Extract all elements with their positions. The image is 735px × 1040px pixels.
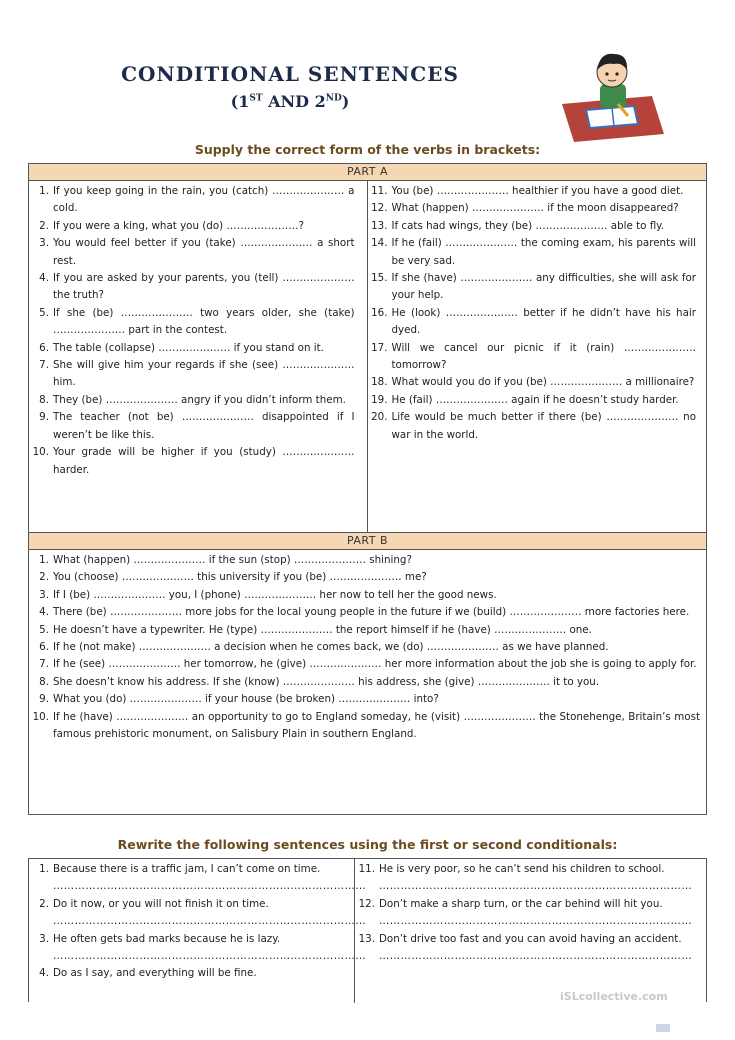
item-text: Do as I say, and everything will be fine. <box>53 967 257 980</box>
item-number: 7. <box>39 359 49 372</box>
item-number: 20. <box>371 411 388 424</box>
part-b-box <box>28 533 707 815</box>
exercise-item <box>370 305 697 340</box>
exercise-item <box>31 340 355 357</box>
page-marker <box>656 1024 670 1032</box>
item-text: She will give him your regards if she (see) ………………… him. <box>53 359 355 389</box>
exercise-item <box>370 340 697 375</box>
item-number: 2. <box>39 571 49 584</box>
item-number: 19. <box>371 393 388 406</box>
item-number: 9. <box>39 411 49 424</box>
item-text: He (fail) ………………… again if he doesn’t study harder. <box>391 393 679 406</box>
exercise-item <box>370 235 697 270</box>
item-number: 3. <box>39 588 49 601</box>
item-number: 10. <box>32 446 49 459</box>
item-number: 11. <box>371 185 388 197</box>
exercise-item <box>370 270 697 305</box>
item-number: 10. <box>32 710 49 723</box>
item-text: If he (see) ………………… her tomorrow, he (give) ………………… her more information about the job she is going to apply for. <box>53 658 697 671</box>
rewrite-instruction: Rewrite the following sentences using the first or second conditionals: <box>117 837 618 852</box>
item-text: If she (be) ………………… two years older, she (take) ………………… part in the contest. <box>53 306 355 337</box>
item-number: 16. <box>371 306 388 319</box>
exercise-item <box>31 604 700 621</box>
item-number: 18. <box>371 376 388 389</box>
exercise-item <box>31 183 355 218</box>
exercise-item <box>31 709 700 744</box>
item-text: Don’t make a sharp turn, or the car behind will hit you. …………………………………………………………………………… <box>379 896 696 931</box>
exercise-item <box>31 270 355 305</box>
item-number: 5. <box>39 623 49 636</box>
exercise-item <box>31 622 700 639</box>
exercise-item <box>31 552 700 569</box>
exercise-item <box>357 931 696 966</box>
part-a-box <box>28 163 707 533</box>
item-text: The table (collapse) ………………… if you stand on it. <box>53 341 324 354</box>
item-number: 7. <box>39 658 49 671</box>
exercise-item <box>31 639 700 656</box>
exercise-item <box>357 861 696 896</box>
item-text: If he (not make) ………………… a decision when he comes back, we (do) ………………… as we have planned. <box>53 641 609 654</box>
item-number: 6. <box>39 641 49 654</box>
item-text: He doesn’t have a typewriter. He (type) ………………… the report himself if he (have) ………………… one. <box>53 623 592 636</box>
item-text: Do it now, or you will not finish it on time. …………………………………………………………………………… <box>53 896 366 931</box>
item-number: 13. <box>371 219 388 232</box>
exercise-item <box>31 218 355 235</box>
item-text: The teacher (not be) ………………… disappointed if I weren’t be like this. <box>53 411 355 441</box>
answer-line[interactable]: …………………………………………………………………………… <box>379 950 693 963</box>
item-text: He is very poor, so he can’t send his children to school. …………………………………………………………………………… <box>379 861 696 896</box>
item-number: 2. <box>39 897 49 910</box>
item-text: They (be) ………………… angry if you didn’t inform them. <box>53 393 346 406</box>
exercise-item <box>31 305 355 340</box>
part-a-left-column <box>29 181 368 533</box>
item-number: 8. <box>39 675 49 688</box>
item-text: What you (do) ………………… if your house (be broken) ………………… into? <box>53 693 439 706</box>
item-text: Don’t drive too fast and you can avoid having an accident. …………………………………………………………………………… <box>379 931 696 966</box>
item-number: 4. <box>39 606 49 619</box>
item-number: 12. <box>358 897 375 910</box>
item-text: If I (be) ………………… you, I (phone) ………………… her now to tell her the good news. <box>53 588 497 601</box>
item-number: 13. <box>358 932 375 945</box>
item-text: If he (fail) ………………… the coming exam, his parents will be very sad. <box>391 237 696 267</box>
item-text: He often gets bad marks because he is lazy. …………………………………………………………………………… <box>53 931 366 966</box>
item-text: If you are asked by your parents, you (tell) ………………… the truth? <box>53 272 355 302</box>
page-title: CONDITIONAL SENTENCES <box>121 62 459 86</box>
exercise-item <box>370 218 697 235</box>
exercise-item <box>31 691 700 708</box>
exercise-item <box>31 357 355 392</box>
item-number: 3. <box>39 932 49 945</box>
item-text: What would you do if you (be) ………………… a millionaire? <box>391 376 695 389</box>
item-text: He (look) ………………… better if he didn’t have his hair dyed. <box>391 306 696 337</box>
exercise-item <box>370 183 697 200</box>
item-number: 5. <box>39 306 49 319</box>
item-text: If you keep going in the rain, you (catch) ………………… a cold. <box>53 185 355 215</box>
item-text: You would feel better if you (take) ………………… a short rest. <box>53 237 355 267</box>
answer-line[interactable]: …………………………………………………………………………… <box>53 950 367 963</box>
exercise-item <box>31 587 700 604</box>
item-number: 17. <box>371 341 388 354</box>
item-number: 3. <box>39 237 49 250</box>
item-text: Will we cancel our picnic if it (rain) ………………… tomorrow? <box>391 341 696 372</box>
boy-writing-at-desk-icon <box>556 44 666 144</box>
rewrite-box <box>28 858 707 1002</box>
item-text: If you were a king, what you (do) …………………? <box>53 219 304 232</box>
item-text: You (be) ………………… healthier if you have a good diet. <box>391 185 684 197</box>
part-b-header: PART B <box>29 533 706 550</box>
item-number: 14. <box>371 237 388 250</box>
item-text: You (choose) ………………… this university if you (be) ………………… me? <box>53 571 427 584</box>
item-number: 9. <box>39 693 49 706</box>
exercise-item <box>370 374 697 391</box>
item-number: 1. <box>39 863 49 875</box>
item-number: 4. <box>39 272 49 285</box>
answer-line[interactable]: …………………………………………………………………………… <box>379 880 693 893</box>
exercise-item <box>31 392 355 409</box>
part-a-header: PART A <box>29 164 706 181</box>
exercise-item <box>31 674 700 691</box>
item-text: Because there is a traffic jam, I can’t come on time. …………………………………………………………………………… <box>53 861 366 896</box>
item-text: What (happen) ………………… if the sun (stop) ………………… shining? <box>53 554 412 566</box>
exercise-item <box>370 200 697 217</box>
item-text: If cats had wings, they (be) ………………… able to fly. <box>391 219 665 232</box>
item-number: 11. <box>358 863 375 875</box>
item-number: 2. <box>39 219 49 232</box>
exercise-item <box>31 569 700 586</box>
item-number: 8. <box>39 393 49 406</box>
item-number: 1. <box>39 185 49 197</box>
exercise-item <box>31 965 346 982</box>
answer-line[interactable]: …………………………………………………………………………… <box>53 915 367 928</box>
item-number: 4. <box>39 967 49 980</box>
part-a-right-column <box>368 181 707 533</box>
exercise-item <box>370 392 697 409</box>
item-text: Life would be much better if there (be) ………………… no war in the world. <box>391 411 696 441</box>
exercise-item <box>357 896 696 931</box>
exercise-item <box>31 235 355 270</box>
exercise-item <box>31 409 355 444</box>
item-text: There (be) ………………… more jobs for the local young people in the future if we (build) ………………… more factories here. <box>53 606 690 619</box>
rewrite-right-column <box>355 859 706 1003</box>
item-number: 15. <box>371 272 388 285</box>
answer-line[interactable]: …………………………………………………………………………… <box>379 915 693 928</box>
item-text: If she (have) ………………… any difficulties, she will ask for your help. <box>391 272 696 302</box>
item-number: 6. <box>39 341 49 354</box>
answer-line[interactable]: …………………………………………………………………………… <box>53 880 367 893</box>
part-b-list <box>29 550 706 743</box>
item-text: She doesn’t know his address. If she (know) ………………… his address, she (give) ………………… it to you. <box>53 675 600 688</box>
supply-instruction: Supply the correct form of the verbs in brackets: <box>194 142 541 157</box>
item-text: If he (have) ………………… an opportunity to go to England someday, he (visit) ………………… the Stonehenge, Britain’s most famous prehistoric monument, on Salisbury Plain in southern England. <box>53 710 700 741</box>
exercise-item <box>31 444 355 479</box>
item-text: Your grade will be higher if you (study) ………………… harder. <box>53 446 355 476</box>
item-number: 12. <box>371 202 388 215</box>
item-text: What (happen) ………………… if the moon disappeared? <box>391 202 679 215</box>
item-number: 1. <box>39 554 49 566</box>
exercise-item <box>370 409 697 444</box>
exercise-item <box>31 656 700 673</box>
watermark: iSLcollective.com <box>560 990 668 1003</box>
page-subtitle: (1ST AND 2ND) <box>230 92 350 111</box>
